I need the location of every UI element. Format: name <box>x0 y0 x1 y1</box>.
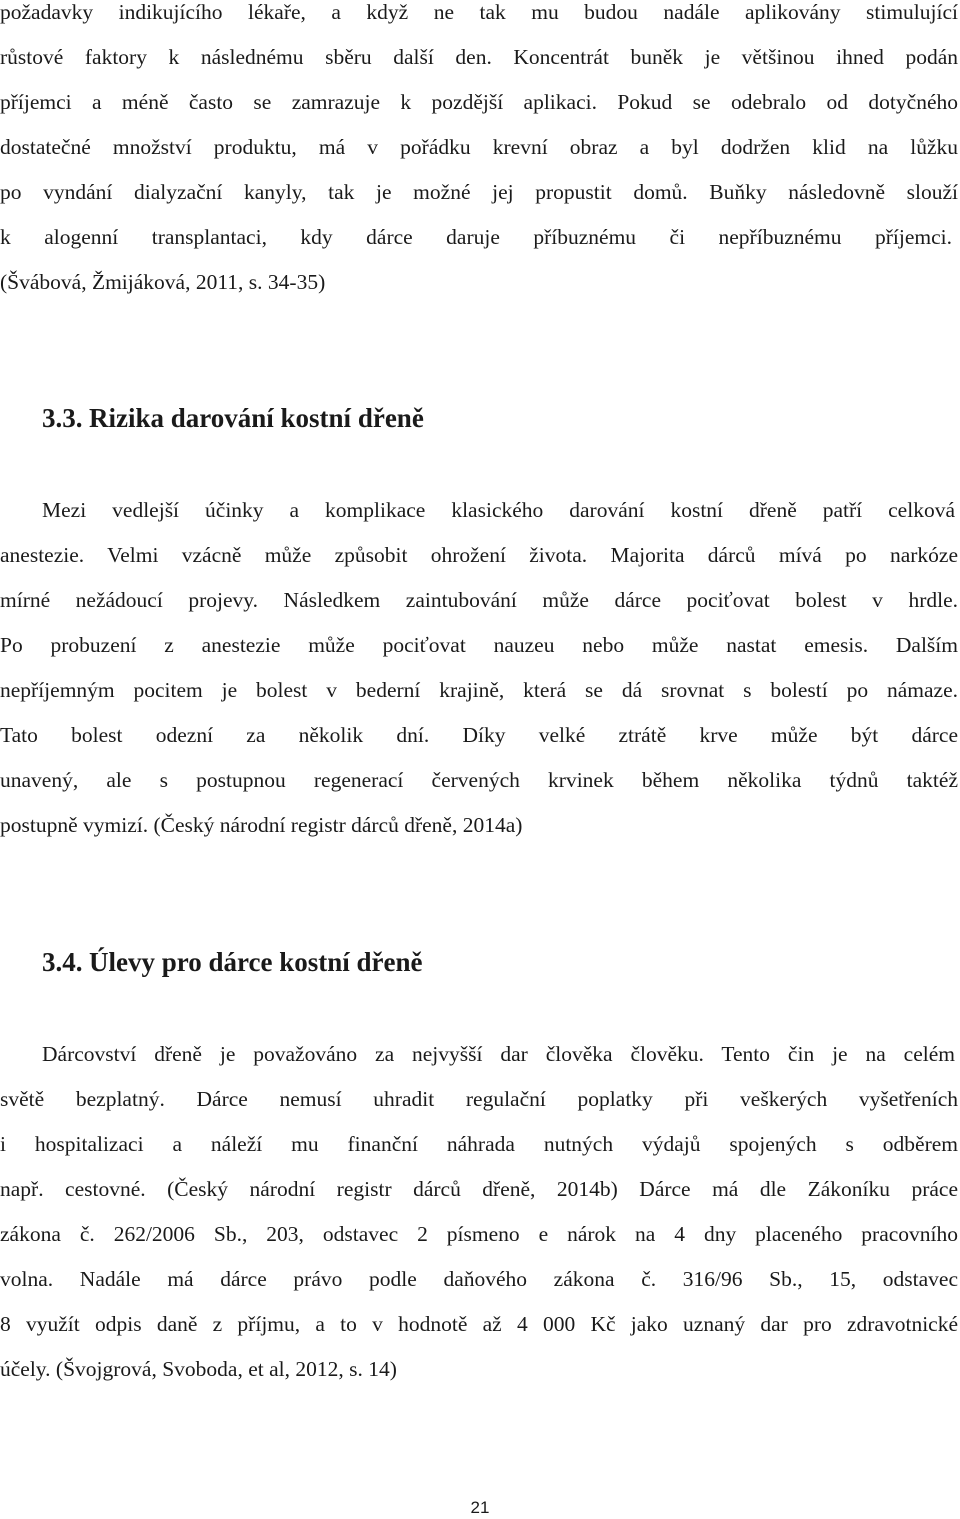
text-line: anestezie. Velmi vzácně může způsobit ohrožení života. Majorita dárců mívá po narkóze <box>0 543 958 567</box>
text-line: volna. Nadále má dárce právo podle daňového zákona č. 316/96 Sb., 15, odstavec <box>0 1267 958 1291</box>
text-line: Dárcovství dřeně je považováno za nejvyšší dar člověka člověku. Tento čin je na celém <box>42 1042 955 1066</box>
section-heading-3-3 <box>42 402 424 434</box>
section-number: 3.4. <box>42 947 83 977</box>
text-line: světě bezplatný. Dárce nemusí uhradit regulační poplatky při veškerých vyšetřeních <box>0 1087 958 1111</box>
text-line: požadavky indikujícího lékaře, a když ne tak mu budou nadále aplikovány stimulující <box>0 0 958 24</box>
section-heading-3-4 <box>42 946 423 978</box>
text-line: účely. (Švojgrová, Svoboda, et al, 2012, s. 14) <box>0 1357 397 1381</box>
text-line: dostatečné množství produktu, má v pořádku krevní obraz a byl dodržen klid na lůžku <box>0 135 958 159</box>
text-line: i hospitalizaci a náleží mu finanční náhrada nutných výdajů spojených s odběrem <box>0 1132 958 1156</box>
text-line: zákona č. 262/2006 Sb., 203, odstavec 2 písmeno e nárok na 4 dny placeného pracovního <box>0 1222 958 1246</box>
page-number: 21 <box>470 1498 490 1517</box>
text-line: Po probuzení z anestezie může pociťovat nauzeu nebo může nastat emesis. Dalším <box>0 633 958 657</box>
text-line: Tato bolest odezní za několik dní. Díky velké ztrátě krve může být dárce <box>0 723 958 747</box>
text-line: např. cestovné. (Český národní registr dárců dřeně, 2014b) Dárce má dle Zákoníku práce <box>0 1177 958 1201</box>
text-line: Mezi vedlejší účinky a komplikace klasického darování kostní dřeně patří celková <box>42 498 955 522</box>
text-line: mírné nežádoucí projevy. Následkem zaintubování může dárce pociťovat bolest v hrdle. <box>0 588 958 612</box>
text-line: 8 využít odpis daně z příjmu, a to v hodnotě až 4 000 Kč jako uznaný dar pro zdravotnické <box>0 1312 958 1336</box>
text-line: nepříjemným pocitem je bolest v bederní krajině, která se dá srovnat s bolestí po námaze. <box>0 678 958 702</box>
text-line: unavený, ale s postupnou regenerací červených krvinek během několika týdnů taktéž <box>0 768 958 792</box>
section-number: 3.3. <box>42 403 83 433</box>
text-line: postupně vymizí. (Český národní registr dárců dřeně, 2014a) <box>0 813 523 837</box>
section-title: Úlevy pro dárce kostní dřeně <box>89 947 423 977</box>
paragraph-3 <box>0 1032 958 1392</box>
text-line: po vyndání dialyzační kanyly, tak je možné jej propustit domů. Buňky následovně slouží <box>0 180 958 204</box>
paragraph-2 <box>0 488 958 848</box>
text-line: (Švábová, Žmijáková, 2011, s. 34-35) <box>0 270 326 294</box>
text-line: k alogenní transplantaci, kdy dárce daruje příbuznému či nepříbuznému příjemci. <box>0 225 952 249</box>
paragraph-1 <box>0 0 958 305</box>
section-title: Rizika darování kostní dřeně <box>89 403 424 433</box>
text-line: růstové faktory k následnému sběru další den. Koncentrát buněk je většinou ihned podán <box>0 45 958 69</box>
text-line: příjemci a méně často se zamrazuje k pozdější aplikaci. Pokud se odebralo od dotyčného <box>0 90 958 114</box>
